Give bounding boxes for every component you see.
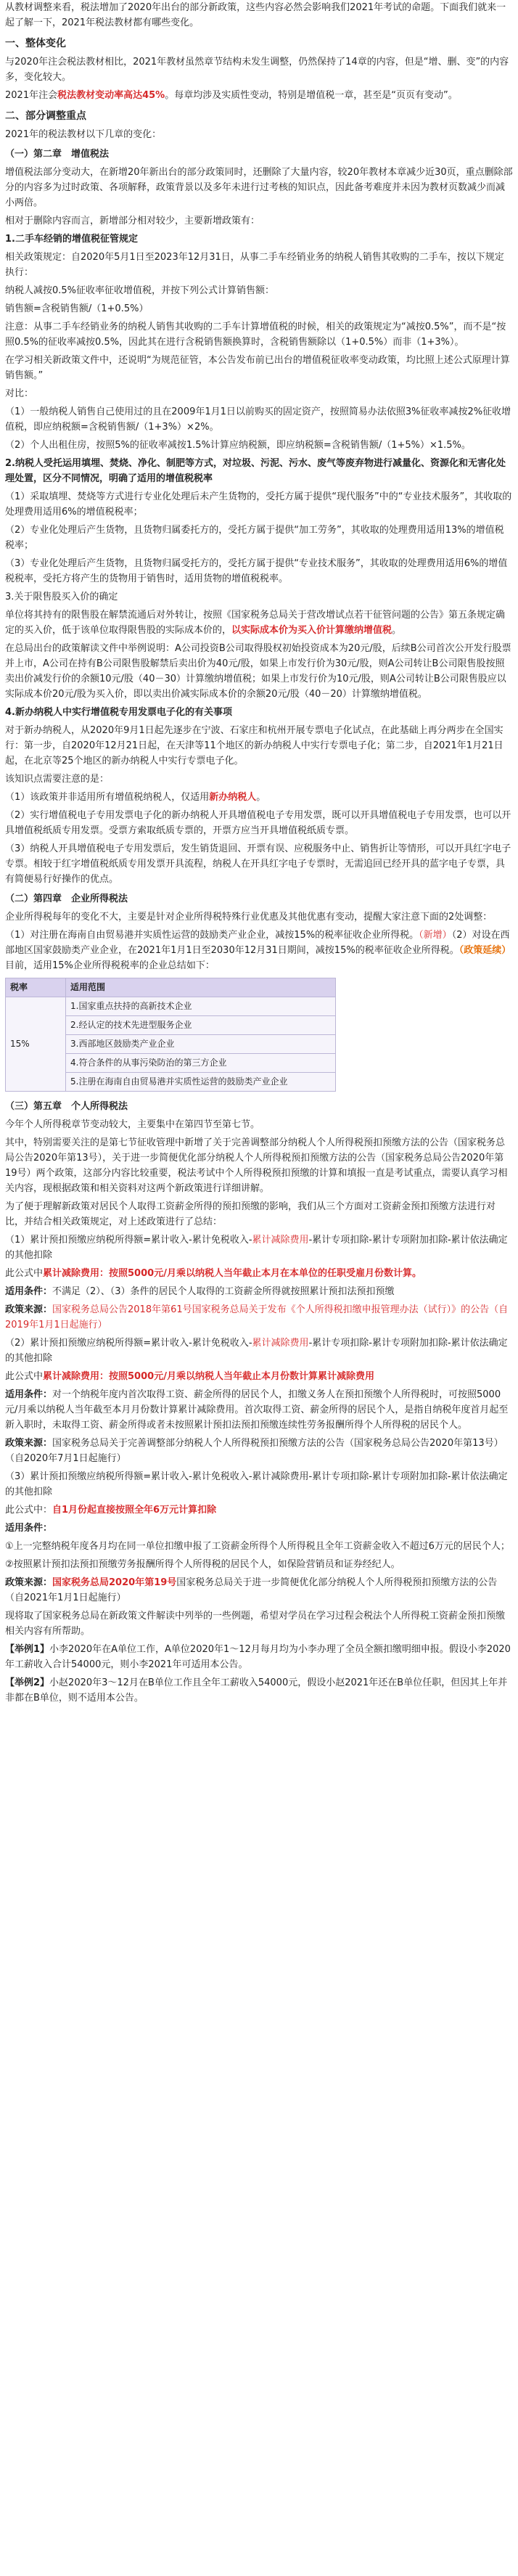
paragraph: （3）专业化处理后产生货物，且货物归属受托方的，受托方属于提供“专业技术服务”，其收取的处理费用适用6%的增值税税率，受托方将产生的货物用于销售时，适用货物的增值税税率。: [5, 558, 508, 584]
paragraph: （2）专业化处理后产生货物，且货物归属委托方的，受托方属于提供“加工劳务”，其收取的处理费用适用13%的增值税税率；: [5, 525, 504, 551]
label: 政策来源：: [5, 1304, 53, 1315]
item-heading: 1.二手车经销的增值税征管规定: [5, 234, 138, 245]
table-header-rate: 税率: [6, 978, 66, 997]
extended-tag: （政策延续）: [459, 945, 511, 956]
example-2: [5, 1675, 513, 1706]
text: 对一个纳税年度内首次取得工资、薪金所得的居民个人，扣缴义务人在预扣预缴个人所得税时，可按照5000元/月乘以纳税人当年截至本月月份数计算累计减除费用。首次取得工资、薪金所得的居民个人，是指自纳税年度首月起至新入职时，未取得工资、薪金所得或者未按照累计预扣法预扣预缴连续性劳务报酬所得个人所得税的居民个人。: [5, 1389, 509, 1431]
table-cell-rate: 15%: [6, 997, 66, 1092]
paragraph: [5, 608, 513, 638]
text: -累计专项扣除-累计专项附加扣除-累计依法确定的其他扣除: [5, 1338, 508, 1364]
paragraph: 为了便于理解新政策对居民个人取得工资薪金所得的预扣预缴的影响，我们从三个方面对工资薪金预扣预缴方法进行对比，并结合相关政策规定，对上述政策进行了总结：: [5, 1201, 496, 1227]
text: （1）累计预扣预缴应纳税所得额=累计收入-累计免税收入-: [5, 1235, 252, 1246]
table-header-row: [6, 978, 336, 997]
text: 此公式中：: [5, 1505, 53, 1516]
text: 小赵2020年3～12月在B单位工作且全年工薪收入54000元，假设小赵2021年还在B单位任职，但因其上年并非都在B单位，则不适用本公告。: [5, 1677, 508, 1704]
text: （1）对注册在海南自由贸易港并实质性运营的鼓励类产业企业，减按15%的税率征收企业所得税。: [5, 930, 419, 941]
table-cell: 4.符合条件的从事污染防治的第三方企业: [66, 1054, 336, 1073]
label: 适用条件：: [5, 1389, 53, 1400]
formula: （3）累计预扣预缴应纳税所得额=累计收入-累计免税收入-累计减除费用-累计专项扣除-累计专项附加扣除-累计依法确定的其他扣除: [5, 1471, 508, 1497]
paragraph: 相关政策规定：自2020年5月1日至2023年12月31日，从事二手车经销业务的纳税人销售其收购的二手车，按以下规定执行：: [5, 252, 504, 278]
label: 适用条件：: [5, 1523, 53, 1534]
paragraph: 在学习相关新政策文件中，还说明“为规范征管，本公告发布前已出台的增值税征收率变动政策，均比照上述公式原理计算销售额。”: [5, 355, 510, 381]
label: 政策来源：: [5, 1577, 53, 1588]
highlight-text: 累计减除费用: [252, 1338, 309, 1349]
table-cell: 5.注册在海南自由贸易港并实质性运营的鼓励类产业企业: [66, 1073, 336, 1092]
paragraph: [5, 1387, 513, 1433]
paragraph: 相对于删除内容而言，新增部分相对较少，主要新增政策有：: [5, 216, 260, 226]
text: （1）该政策并非适用所有增值税纳税人，仅适用: [5, 792, 210, 803]
formula: [5, 1232, 513, 1263]
highlight-text: 累计减除费用：按照5000元/月乘以纳税人当年截止本月份数计算累计减除费用: [43, 1371, 374, 1382]
table-cell: 2.经认定的技术先进型服务企业: [66, 1016, 336, 1035]
chapter-heading-iit: （三）第五章 个人所得税法: [5, 1101, 128, 1112]
paragraph: 增值税法部分变动大，在新增20年新出台的部分政策同时，还删除了大量内容，较20年教材本章减少近30页，重点删除部分的内容多为过时政策、各项解释，政策背景以及多年未进行过考核的知识点，因此备考难度并未因为教材页数减少而减小两倍。: [5, 167, 513, 208]
paragraph: （2）实行增值税电子专用发票电子化的新办纳税人开具增值税电子专用发票，既可以开具增值税电子专用发票，也可以开具增值税纸质专用发票。受票方索取纸质专票的，开票方应当开具增值税纸质专票。: [5, 810, 511, 836]
paragraph: [5, 1502, 513, 1518]
section-heading-key-changes: 二、部分调整重点: [5, 110, 86, 122]
text: -累计专项扣除-累计专项附加扣除-累计依法确定的其他扣除: [5, 1235, 508, 1261]
paragraph: [5, 1266, 513, 1281]
paragraph: [5, 1575, 513, 1606]
text: 目前，适用15%企业所得税税率的企业总结如下：: [5, 960, 215, 971]
highlight-text: 自1月份起直接按照全年6万元计算扣除: [52, 1505, 217, 1516]
item-heading: 4.新办纳税人中实行增值税专用发票电子化的有关事项: [5, 707, 232, 718]
paragraph: [5, 1302, 513, 1333]
paragraph: 纳税人减按0.5%征收率征收增值税，并按下列公式计算销售额：: [5, 285, 275, 296]
table-cell: 3.西部地区鼓励类产业企业: [66, 1035, 336, 1054]
paragraph: 在总局出台的政策解读文件中举例说明：A公司投资B公司取得股权初始投资成本为20元/股，后续B公司首次公开发行股票并上市，A公司在持有B公司限售股解禁后卖出价为40元/股，如果上市发行价为30元/股，则A公司转让B公司限售股按照卖出价减发行价的余额10元/股（40－30）计算缴纳增值税；如果上市发行价为10元/股，则A公司转让B公司限售股应以实际成本价20元/股为买入价，即以卖出价减实际成本价的余额20元/股（40－20）计算缴纳增值税。: [5, 643, 511, 700]
paragraph: 该知识点需要注意的是：: [5, 774, 110, 785]
highlight-text: 累计减除费用：按照5000元/月乘以纳税人当年截止本月在本单位的任职受雇月份数计算。: [43, 1268, 422, 1279]
paragraph: （2）个人出租住房，按照5%的征收率减按1.5%计算应纳税额，即应纳税额=含税销售额/（1+5%）×1.5%。: [5, 440, 471, 451]
text: 小李2020年在A单位工作，A单位2020年1～12月每月均为小李办理了全员全额扣缴明细申报。假设小李2020年工薪收入合计54000元，则小李2021年可适用本公告。: [5, 1644, 511, 1670]
text: 。每章均涉及实质性变动，特别是增值税一章，甚至是“页页有变动”。: [165, 90, 458, 101]
text: （2）累计预扣预缴应纳税所得额=累计收入-累计免税收入-: [5, 1338, 252, 1349]
tax-rate-table: [5, 978, 336, 1092]
paragraph: 注意：从事二手车经销业务的纳税人销售其收购的二手车计算增值税的时候，相关的政策规定为“减按0.5%”，而不是“按照0.5%的征收率减按0.5%，因此其在进行含税销售额换算时，含税销售额除以（1+0.5%）而非（1+3%）。: [5, 322, 506, 348]
text: 。: [256, 792, 266, 803]
highlight-text: 税法教材变动率高达45%: [57, 90, 165, 101]
item-heading: 3.关于限售股买入价的确定: [5, 592, 118, 602]
table-header-scope: 适用范围: [66, 978, 336, 997]
highlight-text: 新办纳税人: [209, 792, 257, 803]
highlight-text: 国家税务总局2020年第19号: [52, 1577, 177, 1588]
text: 国家税务总局关于完善调整部分纳税人个人所得税预扣预缴方法的公告（国家税务总局公告2020年第13号）（自2020年7月1日起施行）: [5, 1438, 503, 1464]
paragraph: [5, 928, 513, 973]
paragraph: [5, 790, 513, 805]
paragraph: [5, 88, 513, 103]
label: 【举例2】: [5, 1677, 50, 1688]
paragraph: [5, 1521, 513, 1536]
paragraph: [5, 1284, 513, 1299]
table-cell: 1.国家重点扶持的高新技术企业: [66, 997, 336, 1016]
paragraph: 与2020年注会税法教材相比，2021年教材虽然章节结构未发生调整，仍然保持了14章的内容，但是“增、删、变”的内容多，变化较大。: [5, 57, 509, 83]
section-heading-overall: 一、整体变化: [5, 38, 66, 49]
paragraph: （3）纳税人开具增值税电子专用发票后，发生销货退回、开票有误、应税服务中止、销售折让等情形，可以开具红字电子专票。相较于红字增值税纸质专用发票开具流程，纳税人在开具红字电子专票时，无需追回已经开具的蓝字电子专票，具有简便易行好操作的优点。: [5, 843, 511, 885]
new-tag: （新增）: [419, 930, 452, 941]
paragraph: ②按照累计预扣法预扣预缴劳务报酬所得个人所得税的居民个人，如保险营销员和证券经纪人。: [5, 1559, 400, 1570]
highlight-text: 国家税务总局公告2018年第61号国家税务总局关于发布《个人所得税扣缴申报管理办法（试行）》的公告（自2019年1月1日起施行）: [5, 1304, 509, 1330]
text: （2）对设在西部地区国家鼓励类产业企业，在2021年1月1日至2030年12月31日期间，减按15%的税率征收企业所得税。: [5, 930, 510, 956]
text: 此公式中: [5, 1371, 44, 1382]
paragraph: （1）一般纳税人销售自己使用过的且在2009年1月1日以前购买的固定资产，按照简易办法依照3%征收率减按2%征收增值税，即应纳税额=含税销售额/（1+3%）×2%。: [5, 406, 511, 433]
paragraph: ①上一完整纳税年度各月均在同一单位扣缴申报了工资薪金所得个人所得税且全年工资薪金收入不超过6万元的居民个人；: [5, 1541, 510, 1552]
highlight-text: 以实际成本价为买入价计算缴纳增值税: [231, 625, 392, 636]
intro-paragraph: 从教材调整来看，税法增加了2020年出台的部分新政策，这些内容必然会影响我们2021年考试的命题。下面我们就来一起了解一下，2021年税法教材都有哪些变化。: [5, 2, 506, 28]
paragraph: （1）采取填埋、焚烧等方式进行专业化处理后未产生货物的，受托方属于提供“现代服务”中的“专业技术服务”，其收取的处理费用适用6%的增值税税率；: [5, 491, 512, 518]
chapter-heading-vat: （一）第二章 增值税法: [5, 149, 110, 160]
paragraph: [5, 1436, 513, 1466]
text: 此公式中: [5, 1268, 44, 1279]
text: 不满足（2）、（3）条件的居民个人取得的工资薪金所得就按照累计预扣法预扣预缴: [52, 1286, 395, 1297]
item-heading: 2.纳税人受托运用填埋、焚烧、净化、制肥等方式，对垃圾、污泥、污水、废气等废弃物进行减量化、资源化和无害化处理处置，区分不同情况，明确了适用的增值税税率: [5, 458, 506, 484]
formula: 销售额=含税销售额/（1+0.5%）: [5, 303, 149, 314]
highlight-text: 累计减除费用: [252, 1235, 309, 1246]
label: 【举例1】: [5, 1644, 50, 1655]
label: 政策来源：: [5, 1438, 53, 1449]
paragraph: 其中，特别需要关注的是第七节征收管理中新增了关于完善调整部分纳税人个人所得税预扣预缴方法的公告（国家税务总局公告2020年第13号），关于进一步简便优化部分纳税人个人所得税预扣预缴方法的公告（国家税务总局公告2020年第19号）两个政策，这部分内容比较重要，税法考试中个人所得税预扣预缴的计算和填报一直是考试重点，需要认真学习相关内容，现根据政策和相关资料对这两个新政策进行详细讲解。: [5, 1137, 508, 1194]
paragraph: 企业所得税每年的变化不大，主要是针对企业所得税特殊行业优惠及其他优惠有变动，提醒大家注意下面的2处调整：: [5, 912, 493, 923]
paragraph: 今年个人所得税章节变动较大，主要集中在第四节至第七节。: [5, 1119, 260, 1130]
paragraph: 2021年的税法教材以下几章的变化：: [5, 129, 162, 140]
label: 适用条件：: [5, 1286, 53, 1297]
paragraph: 对于新办纳税人，从2020年9月1日起先逐步在宁波、石家庄和杭州开展专票电子化试点，在此基础上再分两步在全国实行：第一步，自2020年12月21日起，在天津等11个地区的新办纳税人中实行专票电子化；第二步，自2021年1月21日起，在北京等25个地区的新办纳税人中实行专票电子化。: [5, 725, 503, 766]
text: 单位将其持有的限售股在解禁流通后对外转让，按照《国家税务总局关于营改增试点若干征管问题的公告》第五条规定确定的买入价，低于该单位取得限售股的实际成本价的，: [5, 610, 506, 636]
text: 国家税务总局关于进一步简便优化部分纳税人个人所得税预扣预缴方法的公告（自2021年1月1日起施行）: [5, 1577, 498, 1603]
paragraph: 现将取了国家税务总局在新政策文件解读中列举的一些例题，希望对学员在学习过程会税法个人所得税工资薪金预扣预缴相关内容有所帮助。: [5, 1611, 506, 1637]
formula: [5, 1336, 513, 1366]
chapter-heading-cit: （二）第四章 企业所得税法: [5, 894, 128, 904]
table-row: [6, 997, 336, 1016]
paragraph: [5, 1369, 513, 1384]
example-1: [5, 1642, 513, 1672]
text: 2021年注会: [5, 90, 58, 101]
text: 。: [392, 625, 402, 636]
paragraph: 对比：: [5, 388, 34, 399]
